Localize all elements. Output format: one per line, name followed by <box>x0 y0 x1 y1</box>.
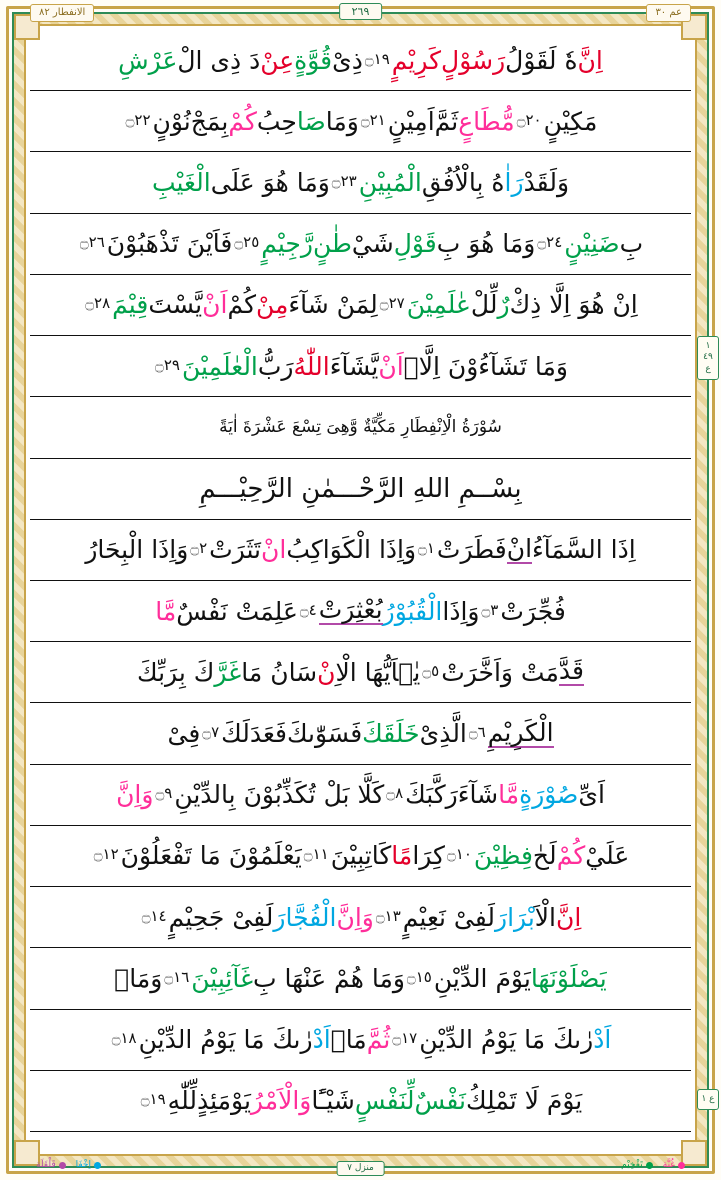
tajweed-red: كَرِيْمٍ <box>391 45 442 75</box>
tajweed-green: رَّجِيْمٍ <box>261 229 313 259</box>
ayah-number: ۝٢١ <box>360 110 386 129</box>
ayah-number: ۝١٧ <box>392 1029 418 1048</box>
ayah-line <box>30 765 691 826</box>
ayah-number: ۝٢٠ <box>516 110 542 129</box>
tajweed-underline: قَدَّ <box>558 656 584 686</box>
tajweed-red: مِنْ <box>255 290 289 320</box>
ayah-number: ۝١٨ <box>111 1029 137 1048</box>
ayah-line <box>30 703 691 764</box>
ayah-line <box>30 30 691 91</box>
tajweed-pink: وَاِنَّ <box>336 902 374 932</box>
ayah-text: لَفِىْ نَعِيْمٍ <box>402 902 496 932</box>
ayah-text: سَانُ مَا <box>241 657 318 687</box>
basmala-line <box>30 459 691 520</box>
tajweed-pink: مُّطَاعٍ <box>458 106 515 136</box>
ayah-text: يَوْمَئِذٍ <box>196 1086 251 1116</box>
manzil-plaque: منزل ٧ <box>336 1161 385 1176</box>
tajweed-green: غَرَّ <box>214 657 242 687</box>
ayah-text: لِمَنْ شَآءَ <box>288 290 378 320</box>
tajweed-pink: كُمْ <box>556 841 586 871</box>
ayah-line <box>30 642 691 703</box>
tajweed-red: رَسُوْلٍ <box>441 45 506 75</box>
ayah-text: فَطَرَتْ <box>436 535 507 565</box>
ayah-number: ۝٢٣ <box>331 172 357 191</box>
ayah-text: مَكِيْنٍ <box>543 106 598 136</box>
ayah-number: ۝٢٢ <box>125 110 151 129</box>
ayah-line <box>30 275 691 336</box>
ayah-text: فِىْ <box>167 719 201 749</box>
ayah-number: ۝١٥ <box>406 967 432 986</box>
ayah-text: شَيْـًٔا <box>311 1086 355 1116</box>
tajweed-green: طٰنٍ <box>312 229 352 259</box>
tajweed-underline: الْكَرِيْمِ <box>487 717 554 747</box>
ayah-number: ۝٤ <box>299 600 317 619</box>
tajweed-green: فِظِيْنَ <box>473 841 533 871</box>
ayah-text: اِنْ هُوَ اِلَّا ذِكْ <box>509 290 638 320</box>
quran-text-body <box>30 30 691 1132</box>
ayah-text: مَاۤ <box>330 1025 367 1055</box>
tajweed-green: خَلَقَكَ <box>362 719 420 749</box>
ayah-number: ۝٧ <box>202 723 220 742</box>
tajweed-green: الْمُبِيْنِ <box>358 168 422 198</box>
ayah-text: سُوْرَةُ الْاِنْفِطَارِ مَكِّيَّةٌ وَّهِىَ تِسْعَ عَشْرَةَ اٰيَةً <box>219 416 502 437</box>
tajweed-blue: رَاٰ <box>504 168 524 198</box>
tajweed-green: صَا <box>296 106 326 136</box>
ayah-text: وَمَاۤ <box>114 963 163 993</box>
tajweed-blue: اَدْ <box>312 1025 331 1055</box>
ayah-text: كَلَّا بَلْ تُكَذِّبُوْنَ بِالدِّيْنِ <box>174 780 385 810</box>
tajweed-blue: اَدْ <box>593 1025 612 1055</box>
tajweed-pink: وَاِنَّ <box>116 780 154 810</box>
ayah-text: حِبُ <box>256 106 297 136</box>
ayah-text: الَّذِىْ <box>419 719 467 749</box>
ayah-text: عَلِمَتْ نَفْسٌ <box>176 596 298 626</box>
tajweed-green: قَوْلِ <box>393 229 437 259</box>
ayah-text: تَثَرَتْ <box>209 535 261 565</box>
tajweed-pink: اَنْ <box>378 351 404 381</box>
legend-item <box>663 1160 685 1170</box>
ayah-text: عَلَيْ <box>585 841 630 871</box>
legend-label: اِخْفَا <box>75 1160 91 1170</box>
tajweed-red: عِنْ <box>260 45 295 75</box>
ayah-text: بِ <box>619 229 644 259</box>
ayah-line <box>30 336 691 397</box>
tajweed-blue: صُوْرَةٍ <box>519 780 579 810</box>
tajweed-legend-left <box>36 1160 101 1170</box>
ayah-text: فُجِّرَتْ <box>500 596 566 626</box>
tajweed-green: لِّنَفْسٍ <box>354 1086 415 1116</box>
ayah-text: وَمَا <box>325 106 359 136</box>
legend-color-dot <box>646 1162 653 1169</box>
tajweed-green: الْعٰلَمِيْنَ <box>181 351 258 381</box>
ayah-number: ۝١٣ <box>375 906 401 925</box>
ayah-number: ۝٢٤ <box>537 233 563 252</box>
tajweed-underline: انْ <box>506 533 533 563</box>
ayah-text: وَمَا هُوَ عَلَى <box>210 168 330 198</box>
ayah-text: رٰىكَ مَا يَوْمُ الدِّيْنِ <box>138 1025 313 1055</box>
tajweed-blue: الْفُجَّارَ <box>273 902 337 932</box>
ayah-text: لِّلّٰهِ <box>167 1086 197 1116</box>
ayah-text: يَّشَآءَ <box>329 351 379 381</box>
ayah-line <box>30 520 691 581</box>
ayah-number: ۝١٠ <box>446 845 472 864</box>
tajweed-blue: الْقُبُوْرُ <box>382 596 443 626</box>
ayah-text: لَحٰ <box>532 841 557 871</box>
tajweed-green: يَصْلَوْنَهَا <box>530 963 607 993</box>
tajweed-green: الْغَيْبِ <box>151 168 211 198</box>
ayah-number: ۝٢٧ <box>379 294 405 313</box>
surah-heading-line <box>30 397 691 458</box>
ayah-text: ذِىْ <box>332 45 363 75</box>
tajweed-pink: مَّا <box>498 780 520 810</box>
ayah-text: يَّسْتَ <box>148 290 203 320</box>
ayah-text: فَسَوّٰىكَ <box>286 719 363 749</box>
ayah-text: مَتْ وَاَخَّرَتْ <box>441 657 559 687</box>
ayah-text: رَكَّبَكَ <box>405 780 458 810</box>
ayah-number: ۝١١ <box>303 845 329 864</box>
legend-label: غُنَّة <box>662 1160 675 1170</box>
ayah-line <box>30 1071 691 1132</box>
legend-item <box>76 1160 101 1170</box>
ayah-text: هُ بِالْاُفُقِ <box>421 168 505 198</box>
ayah-text: اِذَا السَّمَآءُ <box>532 535 636 565</box>
ayah-number: ۝١٤ <box>141 906 167 925</box>
ayah-number: ۝٦ <box>468 723 486 742</box>
ayah-number: ۝١ <box>418 539 435 558</box>
legend-color-dot <box>59 1162 66 1169</box>
page-number-plaque: ٢٦٩ <box>339 3 383 20</box>
tajweed-legend-right <box>621 1160 685 1170</box>
ayah-text: وَمَا هُوَ بِ <box>436 229 536 259</box>
ayah-text: اَىِّ <box>578 780 605 810</box>
ayah-number: ۝٩ <box>155 784 173 803</box>
ayah-line <box>30 214 691 275</box>
legend-color-dot <box>678 1162 685 1169</box>
tajweed-green: رٌ <box>497 290 510 320</box>
ayah-text: كَ بِرَبِّكَ <box>137 657 215 687</box>
tajweed-underline: بُعْثِرَتْ <box>318 595 383 625</box>
ayah-number: ۝٥ <box>422 661 440 680</box>
ayah-text: ثَمَّ <box>434 106 459 136</box>
tajweed-red: مًا <box>391 841 413 871</box>
tajweed-green: عٰلَمِيْنَ <box>406 290 471 320</box>
ayah-text: وَمَا هُمْ عَنْهَا بِ <box>253 963 405 993</box>
ayah-line <box>30 1010 691 1071</box>
ayah-text: كَاتِبِيْنَ <box>330 841 392 871</box>
ayah-text: يَعْلَمُوْنَ مَا تَفْعَلُوْنَ <box>120 841 302 871</box>
tajweed-green: نَفْسٌ <box>414 1086 466 1116</box>
tajweed-pink: ثُمَّ <box>366 1025 391 1055</box>
ruku-marker-bottom: ع ١ <box>697 1089 719 1110</box>
ayah-text: وَمَا تَشَآءُوْنَ اِلَّاۤ <box>403 351 568 381</box>
legend-color-dot <box>94 1162 101 1169</box>
juz-plaque: عم ٣٠ <box>646 4 691 22</box>
ayah-text: شَآءَ <box>457 780 499 810</box>
legend-item <box>621 1160 653 1170</box>
ayah-text: فَعَدَلَكَ <box>221 719 287 749</box>
ayah-text: الْاَ <box>534 902 557 932</box>
tajweed-red: اِنَّ <box>577 45 603 75</box>
ayah-text: وَاِذَا الْبِحَارُ <box>85 535 189 565</box>
tajweed-green: غَآئِبِيْنَ <box>191 963 254 993</box>
tajweed-red: اللّٰهُ <box>293 351 330 381</box>
ayah-text: يَوْمَ لَا تَمْلِكُ <box>465 1086 583 1116</box>
ayah-text: كِرَا <box>412 841 445 871</box>
ayah-text: وَاِذَا <box>442 596 480 626</box>
ayah-text: بِمَجْ <box>190 106 229 136</box>
legend-item <box>36 1160 66 1170</box>
ayah-number: ۝١٢ <box>93 845 119 864</box>
ayah-number: ۝١٩ <box>140 1090 166 1109</box>
legend-label: تَفْخِيْم <box>621 1160 643 1170</box>
ayah-text: رَبُّ <box>257 351 294 381</box>
ayah-line <box>30 887 691 948</box>
ayah-line <box>30 826 691 887</box>
tajweed-red: نْ <box>317 657 336 687</box>
ayah-text: هٗ لَقَوْلُ <box>505 45 578 75</box>
ayah-number: ۝٢٥ <box>234 233 260 252</box>
ayah-line <box>30 91 691 152</box>
tajweed-pink: اَنْ <box>202 290 228 320</box>
ayah-text: وَاِذَا الْكَوَاكِبُ <box>286 535 417 565</box>
ayah-text: لَفِىْ جَحِيْمٍ <box>168 902 274 932</box>
ayah-text: فَاَيْنَ تَذْهَبُوْنَ <box>106 229 233 259</box>
tajweed-pink: مَّا <box>155 596 177 626</box>
ayah-line <box>30 581 691 642</box>
tajweed-green: عَرْشِ <box>118 45 178 75</box>
ayah-number: ۝٢ <box>190 539 208 558</box>
ayah-line <box>30 152 691 213</box>
ayah-number: ۝١٦ <box>164 967 190 986</box>
ayah-text: بِسْــمِ اللهِ الرَّحْـــمٰنِ الرَّحِيْـــمِ <box>199 473 522 504</box>
tajweed-pink: انْ <box>261 535 287 565</box>
ayah-text: كُمْ <box>227 290 256 320</box>
tajweed-green: قِيْمَ <box>112 290 149 320</box>
ayah-text: شَيْ <box>351 229 394 259</box>
legend-label: قَلْقَلَة <box>36 1160 56 1170</box>
tajweed-pink: وَالْاَمْرُ <box>250 1086 312 1116</box>
ayah-text: لِّلْ <box>470 290 498 320</box>
tajweed-red: اِنَّ <box>556 902 582 932</box>
ayah-line <box>30 948 691 1009</box>
tajweed-blue: بْرَارَ <box>495 902 535 932</box>
ayah-text: اَمِيْنٍ <box>387 106 435 136</box>
ayah-text: وَلَقَدْ <box>523 168 570 198</box>
ayah-number: ۝٢٩ <box>155 355 180 374</box>
tajweed-pink: كُمْ <box>228 106 257 136</box>
ayah-text: يَوْمَ الدِّيْنِ <box>433 963 531 993</box>
ruku-marker-top: ١ ٤٩ ع <box>697 336 719 380</box>
ayah-number: ۝١٩ <box>364 49 390 68</box>
ayah-number: ۝٢٨ <box>85 294 111 313</box>
ayah-number: ۝٣ <box>481 600 499 619</box>
ayah-text: رٰىكَ مَا يَوْمُ الدِّيْنِ <box>419 1025 594 1055</box>
ayah-number: ۝٢٦ <box>79 233 105 252</box>
ayah-text: يٰۤاَيُّهَا الْاِ <box>335 657 421 687</box>
ayah-number: ۝٨ <box>386 784 404 803</box>
tajweed-green: ضَنِيْنٍ <box>564 229 620 259</box>
tajweed-green: قُوَّةٍ <box>294 45 333 75</box>
surah-name-plaque: الانفطار ٨٢ <box>30 4 94 22</box>
ayah-text: دَ ذِى الْ <box>177 45 261 75</box>
ayah-text: نُوْنٍ <box>152 106 191 136</box>
